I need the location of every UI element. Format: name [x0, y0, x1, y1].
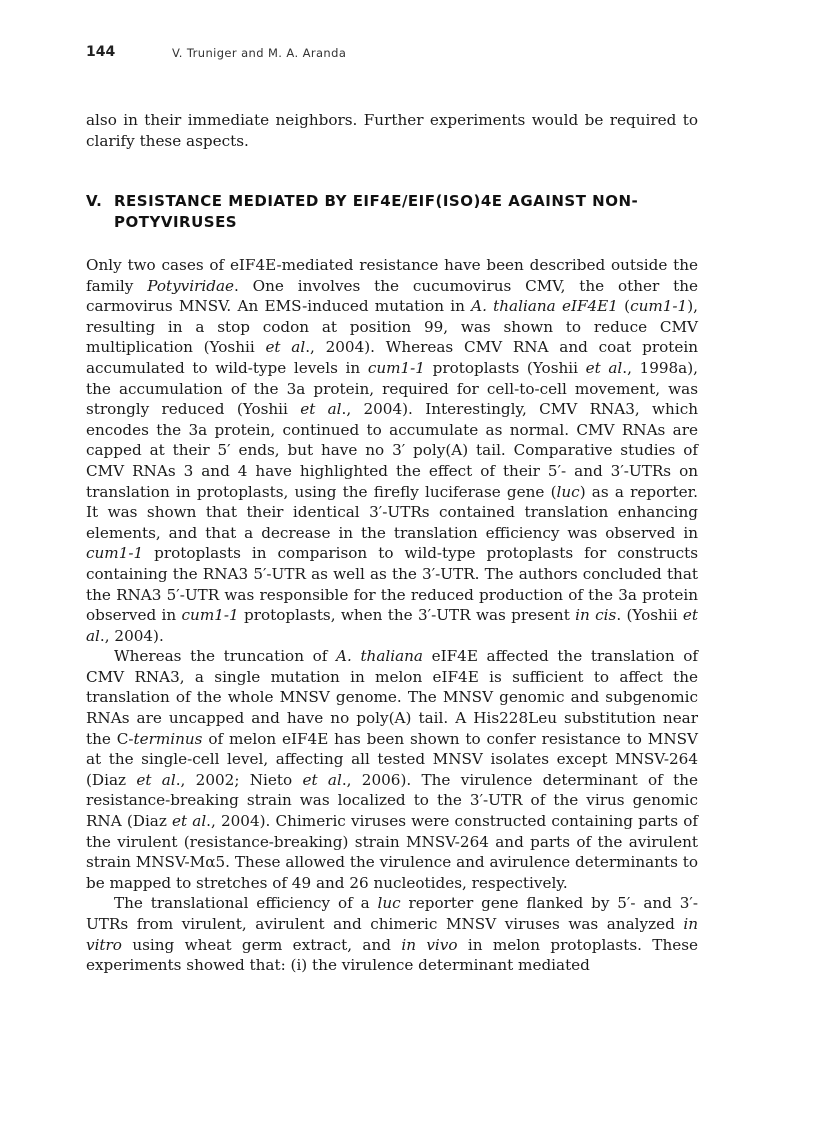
- italic-run: A. thaliana eIF4E1: [471, 297, 618, 316]
- italic-run: cum1-1: [630, 297, 688, 316]
- text-run: ., 2004). Interestingly, CMV RNA3, which encodes the 3a protein, continued to accumulate as normal. CMV RNAs are capped at their 5′ ends, but have no 3′ poly(A) tail. Comparative studies of CMV RNAs 3 and 4 have highlighted the effect of their 5′- and 3′-UTRs on translation in protoplasts, using the firefly luciferase gene (: [86, 400, 698, 501]
- text-run: of melon eIF4E has been shown to confer resistance to MNSV at the single-cell level, affecting all tested MNSV isolates except MNSV-264 (Diaz: [86, 729, 698, 789]
- text-run: in melon protoplasts. These experiments showed that: (i) the virulence determinant mediated: [86, 935, 698, 975]
- italic-run: et al: [265, 338, 306, 357]
- text-run: The translational efficiency of a: [114, 894, 378, 913]
- section-number: V.: [86, 192, 103, 210]
- paragraph-continued: also in their immediate neighbors. Further experiments would be required to clarify these aspects.: [86, 111, 698, 150]
- italic-run: et al: [86, 606, 698, 645]
- text-run: ., 2002; Nieto: [175, 770, 303, 789]
- text-run: Only two cases of eIF4E-mediated resistance have been described outside the family: [86, 256, 698, 295]
- paragraph-1: [86, 255, 698, 646]
- italic-run: Potyviridae: [147, 276, 234, 295]
- running-head-authors: V. Truniger and M. A. Aranda: [172, 46, 347, 60]
- italic-run: A. thaliana: [336, 647, 423, 666]
- text-run: protoplasts (Yoshii: [424, 358, 586, 377]
- italic-run: et al: [585, 358, 623, 377]
- text-run: protoplasts, when the 3′-UTR was present: [238, 606, 576, 625]
- italic-run: cum1-1: [86, 544, 144, 563]
- italic-run: luc: [377, 894, 401, 913]
- text-run: ), resulting in a stop codon at position 99, was shown to reduce CMV multiplication (Yoshii: [86, 297, 698, 357]
- text-run: using wheat germ extract, and: [121, 935, 402, 954]
- text-run: (: [617, 297, 631, 316]
- page-number: 144: [86, 44, 116, 60]
- section-body: [86, 255, 698, 976]
- text-run: ., 2004).: [99, 626, 164, 645]
- text-run: ) as a reporter. It was shown that their identical 3′-UTRs contained translation enhancing elements, and that a decrease in the translation efficiency was observed in: [86, 482, 698, 542]
- italic-run: in cis: [575, 606, 617, 625]
- text-run: reporter gene flanked by 5′- and 3′-UTRs from virulent, avirulent and chimeric MNSV viruses was analyzed: [86, 894, 698, 933]
- text-run: ., 1998a), the accumulation of the 3a protein, required for cell-to-cell movement, was strongly reduced (Yoshii: [86, 358, 698, 419]
- running-head: [86, 44, 698, 64]
- italic-run: et al: [302, 770, 342, 789]
- paragraph-3: [86, 893, 698, 975]
- italic-run: in vivo: [401, 935, 458, 954]
- italic-run: terminus: [133, 729, 203, 748]
- italic-run: in vitro: [86, 915, 698, 954]
- section-title: RESISTANCE MEDIATED BY EIF4E/EIF(ISO)4E AGAINST NON-POTYVIRUSES: [114, 192, 639, 231]
- text-run: . One involves the cucumovirus CMV, the other the carmovirus MNSV. An EMS-induced mutation in: [86, 276, 698, 316]
- section-heading: [86, 191, 698, 233]
- paragraph-2: [86, 646, 698, 893]
- text-run: protoplasts in comparison to wild-type protoplasts for constructs containing the RNA3 5′-UTR as well as the 3′-UTR. The authors concluded that the RNA3 5′-UTR was responsible for the reduced production of the 3a protein observed in: [86, 544, 698, 625]
- text-run: ., 2006). The virulence determinant of the resistance-breaking strain was localized to the 3′-UTR of the virus genomic RNA (Diaz: [86, 770, 698, 831]
- text-run: ., 2004). Chimeric viruses were constructed containing parts of the virulent (resistance-breaking) strain MNSV-264 and parts of the avirulent strain MNSV-Mα5. These allowed the virulence and avirulence determinants to be mapped to stretches of 49 and 26 nucleotides, respectively.: [86, 812, 698, 892]
- text-run: . (Yoshii: [616, 606, 683, 625]
- text-run: ., 2004). Whereas CMV RNA and coat protein accumulated to wild-type levels in: [86, 338, 698, 377]
- italic-run: et al: [172, 812, 207, 831]
- text-run: eIF4E affected the translation of CMV RNA3, a single mutation in melon eIF4E is sufficient to affect the translation of the whole MNSV genome. The MNSV genomic and subgenomic RNAs are uncapped and have no poly(A) tail. A His228Leu substitution near the C-: [86, 647, 699, 748]
- italic-run: cum1-1: [367, 358, 425, 377]
- italic-run: et al: [300, 400, 342, 419]
- italic-run: luc: [556, 482, 580, 501]
- italic-run: et al: [136, 770, 176, 789]
- text-run: Whereas the truncation of: [114, 647, 337, 666]
- italic-run: cum1-1: [181, 606, 239, 625]
